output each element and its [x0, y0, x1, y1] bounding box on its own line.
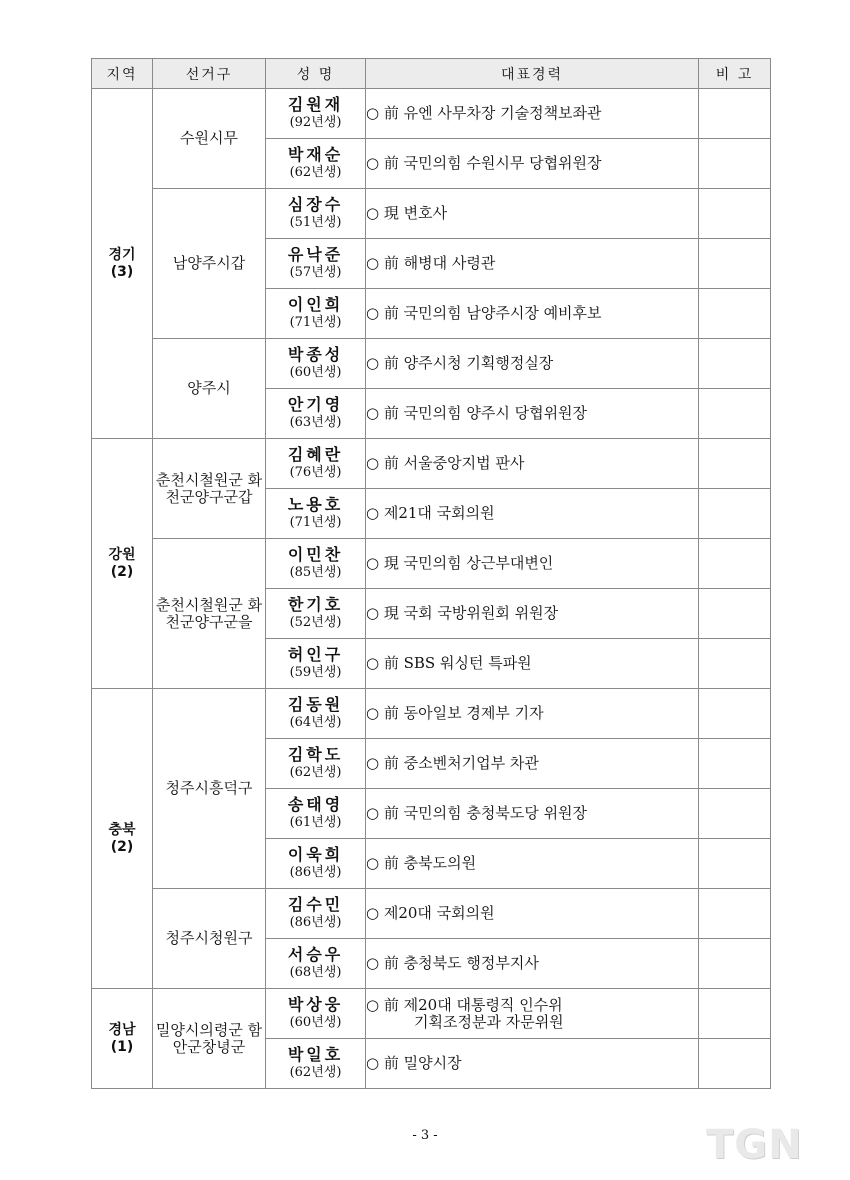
note-cell — [699, 589, 771, 639]
candidate-name: 박종성 — [287, 345, 344, 364]
career-line: ○ 現 국회 국방위원회 위원장 — [366, 604, 559, 622]
region-count: (3) — [110, 263, 134, 280]
region-count: (2) — [110, 563, 134, 580]
candidate-name-cell — [266, 1039, 366, 1089]
region-cell — [92, 89, 153, 439]
district-cell: 춘천시철원군 화천군양구군갑 — [153, 439, 266, 539]
career-cell — [366, 389, 699, 439]
career-line: ○ 前 중소벤처기업부 차관 — [366, 754, 539, 772]
birth-year: (63년생) — [289, 415, 342, 430]
career-cell — [366, 689, 699, 739]
career-line: ○ 前 양주시청 기획행정실장 — [366, 354, 554, 372]
note-cell — [699, 739, 771, 789]
district-cell: 청주시청원구 — [153, 889, 266, 989]
career-cell — [366, 589, 699, 639]
career-line: ○ 現 국민의힘 상근부대변인 — [366, 554, 554, 572]
birth-year: (62년생) — [289, 765, 342, 780]
region-name: 강원 — [108, 546, 136, 563]
career-line: ○ 前 제20대 대통령직 인수위 — [366, 995, 563, 1014]
birth-year: (76년생) — [289, 465, 342, 480]
note-cell — [699, 439, 771, 489]
birth-year: (86년생) — [289, 915, 342, 930]
note-cell — [699, 239, 771, 289]
table-row — [92, 689, 771, 739]
career-cell — [366, 439, 699, 489]
career-line: ○ 前 서울중앙지법 판사 — [366, 454, 525, 472]
career-line: ○ 前 해병대 사령관 — [366, 254, 496, 272]
note-cell — [699, 639, 771, 689]
region-count: (1) — [110, 1038, 134, 1055]
table-row — [92, 439, 771, 489]
birth-year: (71년생) — [289, 515, 342, 530]
candidate-name: 심장수 — [287, 195, 344, 214]
candidate-name-cell — [266, 789, 366, 839]
note-cell — [699, 689, 771, 739]
career-line: ○ 前 국민의힘 충청북도당 위원장 — [366, 804, 588, 822]
birth-year: (62년생) — [289, 165, 342, 180]
birth-year: (85년생) — [289, 565, 342, 580]
birth-year: (60년생) — [289, 1015, 342, 1030]
candidate-name: 김학도 — [287, 745, 344, 764]
career-line: ○ 前 SBS 워싱턴 특파원 — [366, 654, 532, 672]
note-cell — [699, 339, 771, 389]
candidate-name-cell — [266, 189, 366, 239]
note-cell — [699, 789, 771, 839]
career-cell — [366, 1039, 699, 1089]
candidate-name-cell — [266, 389, 366, 439]
region-name: 경기 — [108, 246, 136, 263]
page-number: - 3 - — [412, 1128, 438, 1143]
header-career: 대표경력 — [366, 59, 699, 89]
candidate-name: 이욱희 — [287, 845, 344, 864]
career-cell — [366, 889, 699, 939]
birth-year: (62년생) — [289, 1065, 342, 1080]
career-line: ○ 前 충청북도 행정부지사 — [366, 954, 539, 972]
candidate-name-cell — [266, 89, 366, 139]
career-cell — [366, 89, 699, 139]
note-cell — [699, 539, 771, 589]
candidate-name: 이민찬 — [287, 545, 344, 564]
candidate-table — [91, 58, 771, 1089]
region-cell — [92, 439, 153, 689]
career-line: ○ 前 국민의힘 수원시무 당협위원장 — [366, 154, 602, 172]
district-cell: 춘천시철원군 화천군양구군을 — [153, 539, 266, 689]
candidate-name-cell — [266, 889, 366, 939]
district-cell: 양주시 — [153, 339, 266, 439]
region-cell — [92, 689, 153, 989]
note-cell — [699, 89, 771, 139]
district-cell: 남양주시갑 — [153, 189, 266, 339]
birth-year: (57년생) — [289, 265, 342, 280]
career-cell — [366, 139, 699, 189]
birth-year: (51년생) — [289, 215, 342, 230]
note-cell — [699, 1039, 771, 1089]
district-cell: 수원시무 — [153, 89, 266, 189]
career-line: ○ 前 동아일보 경제부 기자 — [366, 704, 544, 722]
birth-year: (71년생) — [289, 315, 342, 330]
table-row — [92, 339, 771, 389]
candidate-name-cell — [266, 689, 366, 739]
candidate-name: 송태영 — [287, 795, 344, 814]
candidate-name: 김동원 — [287, 695, 344, 714]
career-cell — [366, 989, 699, 1039]
career-cell — [366, 339, 699, 389]
birth-year: (86년생) — [289, 865, 342, 880]
table-body — [92, 89, 771, 1089]
candidate-name: 김수민 — [287, 895, 344, 914]
candidate-name-cell — [266, 539, 366, 589]
table-row — [92, 889, 771, 939]
candidate-name-cell — [266, 739, 366, 789]
region-cell — [92, 989, 153, 1089]
career-line: ○ 前 유엔 사무차장 기술정책보좌관 — [366, 104, 602, 122]
table-row — [92, 189, 771, 239]
candidate-name-cell — [266, 939, 366, 989]
candidate-name-cell — [266, 989, 366, 1039]
career-line: ○ 前 밀양시장 — [366, 1054, 462, 1072]
career-cell — [366, 239, 699, 289]
candidate-name-cell — [266, 139, 366, 189]
candidate-name-cell — [266, 639, 366, 689]
career-cell — [366, 839, 699, 889]
birth-year: (52년생) — [289, 615, 342, 630]
birth-year: (60년생) — [289, 365, 342, 380]
birth-year: (59년생) — [289, 665, 342, 680]
header-district: 선거구 — [153, 59, 266, 89]
candidate-name: 서승우 — [287, 945, 344, 964]
note-cell — [699, 289, 771, 339]
region-name: 충북 — [108, 821, 136, 838]
header-row — [92, 59, 771, 89]
candidate-name: 김혜란 — [287, 445, 344, 464]
career-cell — [366, 939, 699, 989]
note-cell — [699, 939, 771, 989]
birth-year: (68년생) — [289, 965, 342, 980]
candidate-name-cell — [266, 339, 366, 389]
candidate-name: 박상웅 — [287, 995, 344, 1014]
birth-year: (61년생) — [289, 815, 342, 830]
career-line: ○ 제21대 국회의원 — [366, 504, 495, 522]
career-cell — [366, 489, 699, 539]
career-line: ○ 前 국민의힘 남양주시장 예비후보 — [366, 304, 602, 322]
birth-year: (92년생) — [289, 115, 342, 130]
note-cell — [699, 389, 771, 439]
candidate-name-cell — [266, 239, 366, 289]
header-region: 지역 — [92, 59, 153, 89]
candidate-name: 박재순 — [287, 145, 344, 164]
note-cell — [699, 139, 771, 189]
career-cell — [366, 289, 699, 339]
district-cell: 밀양시의령군 함안군창녕군 — [153, 989, 266, 1089]
tgn-logo-watermark: TGN — [706, 1122, 803, 1168]
candidate-name-cell — [266, 589, 366, 639]
career-cell — [366, 789, 699, 839]
candidate-name: 한기호 — [287, 595, 344, 614]
career-line: ○ 前 국민의힘 양주시 당협위원장 — [366, 404, 588, 422]
table-row — [92, 89, 771, 139]
table-row — [92, 539, 771, 589]
candidate-name-cell — [266, 289, 366, 339]
region-name: 경남 — [108, 1021, 136, 1038]
candidate-name-cell — [266, 439, 366, 489]
birth-year: (64년생) — [289, 715, 342, 730]
region-count: (2) — [110, 838, 134, 855]
candidate-name-cell — [266, 839, 366, 889]
candidate-name: 허인구 — [287, 645, 344, 664]
career-cell — [366, 739, 699, 789]
candidate-name: 박일호 — [287, 1045, 344, 1064]
career-cell — [366, 539, 699, 589]
header-name: 성 명 — [266, 59, 366, 89]
career-line: ○ 現 변호사 — [366, 204, 448, 222]
candidate-name: 안기영 — [287, 395, 344, 414]
career-line: ○ 제20대 국회의원 — [366, 904, 495, 922]
table-row — [92, 989, 771, 1039]
note-cell — [699, 889, 771, 939]
note-cell — [699, 189, 771, 239]
note-cell — [699, 989, 771, 1039]
candidate-name: 김원재 — [287, 95, 344, 114]
candidate-name: 이인희 — [287, 295, 344, 314]
note-cell — [699, 839, 771, 889]
district-cell: 청주시흥덕구 — [153, 689, 266, 889]
candidate-name: 노용호 — [287, 495, 344, 514]
career-cell — [366, 189, 699, 239]
career-line: 기획조정분과 자문위원 — [414, 1012, 564, 1031]
header-note: 비 고 — [699, 59, 771, 89]
career-cell — [366, 639, 699, 689]
career-line: ○ 前 충북도의원 — [366, 854, 477, 872]
candidate-name: 유낙준 — [287, 245, 344, 264]
candidate-name-cell — [266, 489, 366, 539]
note-cell — [699, 489, 771, 539]
